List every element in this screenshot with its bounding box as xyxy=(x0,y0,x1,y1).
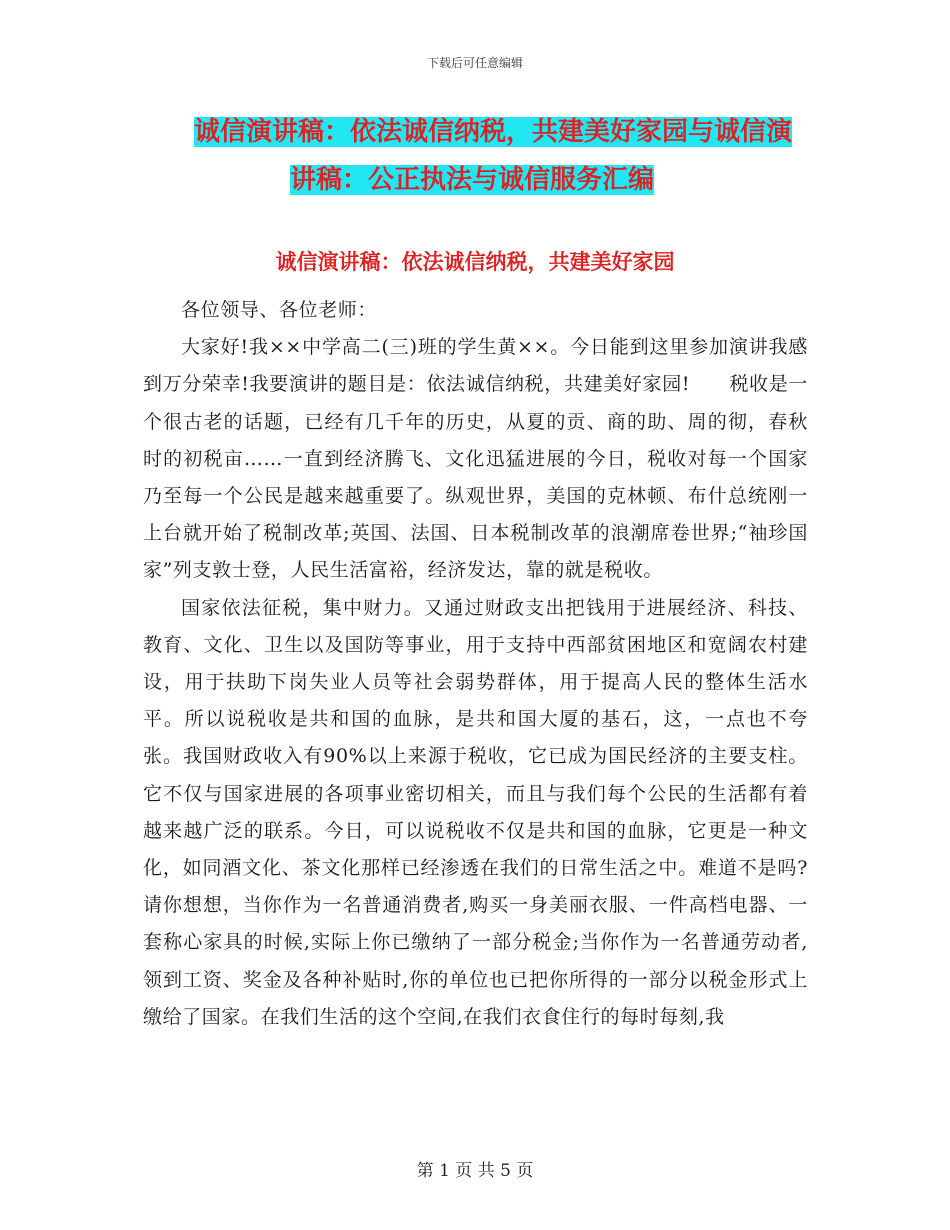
header-note: 下载后可任意编辑 xyxy=(426,56,523,70)
document-title-line-2 xyxy=(140,156,810,204)
body-paragraph: 国家依法征税，集中财力。又通过财政支出把钱用于进展经济、科技、教育、文化、卫生以及国防等事业，用于支持中西部贫困地区和宽阔农村建设，用于扶助下岗失业人员等社会弱势群体，用于提高人民的整体生活水平。所以说税收是共和国的血脉，是共和国大厦的基石，这，一点也不夸张。我国财政收入有90%以上来源于税收，它已成为国民经济的主要支柱。它不仅与国家进展的各项事业密切相关，而且与我们每个公民的生活都有着越来越广泛的联系。今日，可以说税收不仅是共和国的血脉，它更是一种文化，如同酒文化、茶文化那样已经渗透在我们的日常生活之中。难道不是吗?请你想想，当你作为一名普通消费者,购买一身美丽衣服、一件高档电器、一套称心家具的时候,实际上你已缴纳了一部分税金;当你作为一名普通劳动者,领到工资、奖金及各种补贴时,你的单位也已把你所得的一部分以税金形式上缴给了国家。在我们生活的这个空间,在我们衣食住行的每时每刻,我 xyxy=(143,596,808,1028)
document-title-line-1 xyxy=(140,108,810,156)
body-paragraph: 大家好!我××中学高二(三)班的学生黄××。今日能到这里参加演讲我感到万分荣幸!我要演讲的题目是：依法诚信纳税，共建美好家园! 税收是一个很古老的话题，已经有几千年的历史，从夏的贡、商的助、周的彻，春秋时的初税亩……一直到经济腾飞、文化迅猛进展的今日，税收对每一个国家乃至每一个公民是越来越重要了。纵观世界，美国的克林顿、布什总统刚一上台就开始了税制改革;英国、法国、日本税制改革的浪潮席卷世界;“袖珍国家”列支敦士登，人民生活富裕，经济发达，靠的就是税收。 xyxy=(143,336,808,582)
page-footer: 第 1 页 共 5 页 xyxy=(416,1161,534,1181)
salutation-paragraph: 各位领导、各位老师： xyxy=(181,299,378,321)
section-title: 诚信演讲稿：依法诚信纳税，共建美好家园 xyxy=(275,250,675,274)
body-text xyxy=(143,292,808,1036)
title-highlight-1: 诚信演讲稿：依法诚信纳税，共建美好家园与诚信演 xyxy=(194,117,793,147)
title-highlight-2: 讲稿：公正执法与诚信服务汇编 xyxy=(290,165,655,195)
document-title xyxy=(140,108,810,204)
